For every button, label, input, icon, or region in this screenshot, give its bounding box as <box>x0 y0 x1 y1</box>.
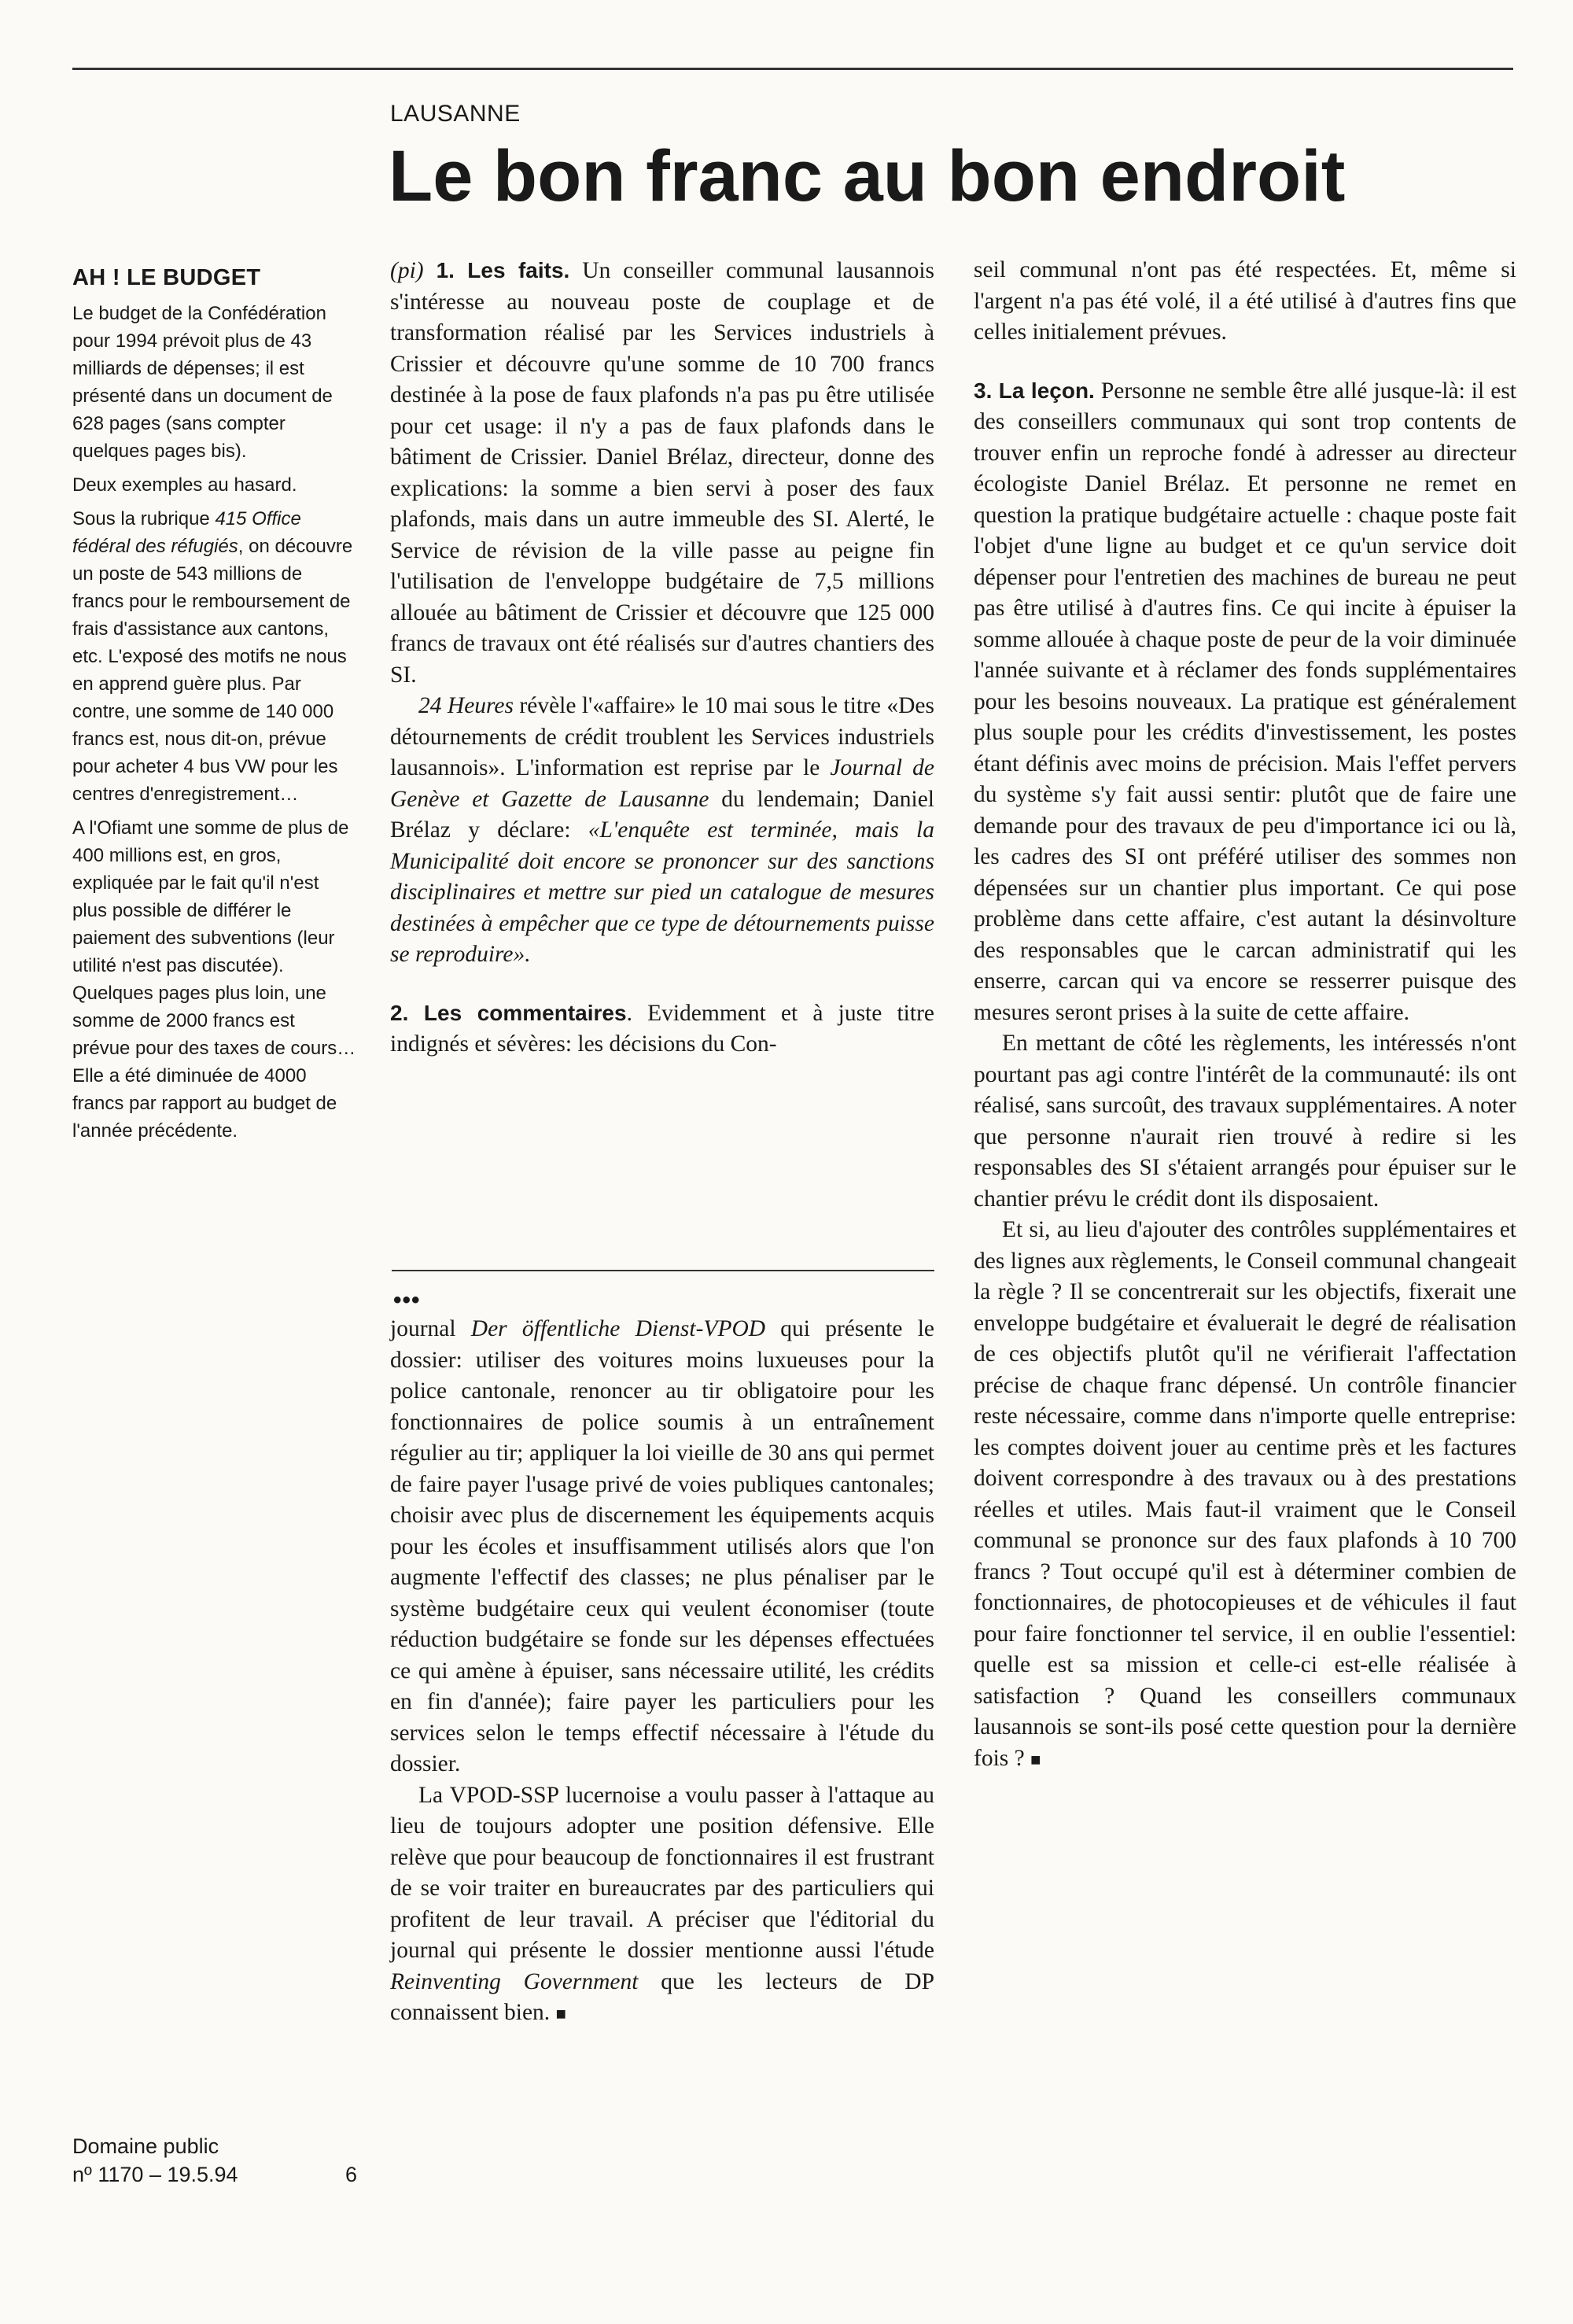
page-footer <box>72 2132 357 2189</box>
paragraph-vpod <box>390 1314 934 1780</box>
paragraph-lucerne <box>390 1780 934 2030</box>
sidebar-box <box>72 264 357 1151</box>
sidebar-rubric: 415 Office fédéral des réfugiés <box>72 508 301 557</box>
top-rule <box>72 68 1513 70</box>
body-text: révèle l'«affaire» le 10 mai sous le titre «Des détournements de crédit troublent les Services industriels lausannois». L'information est reprise par le <box>390 693 935 780</box>
article-title: Le bon franc au bon endroit <box>389 136 1346 216</box>
column-2 <box>974 255 1516 1775</box>
continuation-dots: ••• <box>393 1287 421 1313</box>
body-text: du lendemain; Daniel Brélaz y déclare: <box>390 786 935 843</box>
body-text: La VPOD-SSP lucernoise a voulu passer à l'attaque au lieu de toujours adopter une position défensive. Elle relève que pour beaucoup de fonctionnaires il est frustrant de se voir traiter en bureaucrates par des particuliers qui profitent de leur travail. A préciser que l'éditorial du journal qui présente le dossier mentionne aussi l'étude <box>390 1782 934 1963</box>
journal-name: Der öffentliche Dienst-VPOD <box>470 1316 766 1341</box>
section-heading-facts: 1. Les faits. <box>436 258 570 282</box>
sidebar-paragraph <box>72 505 357 808</box>
body-text: qui présente le dossier: utiliser des voitures moins luxueuses pour la police cantonale, renoncer au tir obligatoire pour les fonctionnaires de police soumis à un entraînement régulier au tir; appliquer la loi vieille de 30 ans qui permet de faire payer l'usage privé de voies publiques cantonales; choisir avec plus de discernement les équipements acquis pour les écoles et insuffisamment utilisés alors que l'on augmente l'effectif des classes; ne plus pénaliser par le système budgétaire ceux qui veulent économiser (toute réduction budgétaire se fonde sur les dépenses effectuées ce qui amène à épuiser, sans nécessaire utilité, les crédits en fin d'année); faire payer les particuliers pour les services selon le temps effectif nécessaire à l'étude du dossier. <box>390 1316 934 1776</box>
body-text: . Evidemment et à juste titre indignés et sévères: les décisions du Con- <box>390 1000 934 1057</box>
paragraph-conclusion <box>974 1215 1516 1775</box>
paragraph-continued: seil communal n'ont pas été respectées. Et, même si l'argent n'a pas été volé, il a été utilisé à d'autres fins que celles initialement prévues. <box>974 257 1516 345</box>
end-of-story-mark: ■ <box>555 2004 566 2023</box>
author-initials: (pi) <box>390 258 424 283</box>
page-number: 6 <box>344 2163 357 2186</box>
study-title: Reinventing Government <box>390 1968 639 1994</box>
sidebar-text: Sous la rubrique <box>72 508 216 529</box>
kicker: LAUSANNE <box>390 101 521 127</box>
sidebar-paragraph: Le budget de la Confédération pour 1994 prévoit plus de 43 milliards de dépenses; il est présenté dans un document de 628 pages (sans compter quelques pages bis). <box>72 303 333 462</box>
body-text: Personne ne semble être allé jusque-là: il est des conseillers communaux qui sont trop contents de trouver enfin un reproche fondé à adresser au directeur écologiste Daniel Brélaz. Et personne ne remet en question la pratique budgétaire actuelle : chaque poste fait l'objet d'une ligne au budget et ce qu'un service doit dépenser pour l'entretien des machines de bureau ne peut pas être utilisé à d'autres fins. Ce qui incite à épuiser la somme allouée à chaque poste de peur de la voir diminuée l'année suivante et à réclamer des fonds supplémentaires pour les besoins nouveaux. La pratique est généralement plus souple pour les crédits d'investissement, les postes étant définis avec moins de précision. Mais l'effet pervers du système s'y fait aussi sentir: plutôt que de faire une demande pour des travaux de peu d'importance ici ou là, les cadres des SI ont préféré utiliser des sommes non dépensées sur un chantier plus important. Ce qui pose problème dans cette affaire, c'est autant la désinvolture des responsables que le carcan administratif qui les enserre, carcan qui va encore se resserrer puisque des mesures seront prises à la suite de cette affaire. <box>974 378 1517 1025</box>
sidebar-paragraph: A l'Ofiamt une somme de plus de 400 millions est, en gros, expliquée par le fait qu'il n'est plus possible de différer le paiement des subventions (leur utilité n'est pas discutée). Quelques pages plus loin, une somme de 2000 francs est prévue pour des taxes de cours… Elle a été diminuée de 4000 francs par rapport au budget de l'année précédente. <box>72 817 356 1142</box>
section-heading-comments: 2. Les commentaires <box>390 1000 627 1025</box>
paragraph-rules: En mettant de côté les règlements, les intéressés n'ont pourtant pas agi contre l'intérêt de la communauté: ils ont réalisé, sans surcoût, des travaux supplémentaires. A noter que personne n'aurait rien trouvé à redire si les responsables des SI s'étaient arrangés pour épuiser sur le chantier prévu le crédit dont ils disposaient. <box>974 1031 1516 1212</box>
column-1-continued <box>390 1314 934 2030</box>
paragraph-press <box>390 691 934 971</box>
newspaper-name: 24 Heures <box>418 693 514 718</box>
paragraph-facts <box>390 255 934 691</box>
sidebar-paragraph: Deux exemples au hasard. <box>72 474 297 496</box>
paragraph-lesson <box>974 375 1516 1029</box>
sidebar-heading: AH ! LE BUDGET <box>72 265 261 290</box>
body-text: Un conseiller communal lausannois s'intéresse au nouveau poste de couplage et de transformation réalisé par les Services industriels à Crissier et découvre qu'une somme de 10 700 francs destinée à la pose de faux plafonds n'a pas pu être utilisée pour cet usage: il n'y a pas de faux plafonds dans le bâtiment de Crissier. Daniel Brélaz, directeur, donne des explications: la somme a bien servi à poser des faux plafonds, mais dans un autre immeuble des SI. Alerté, le Service de révision de la ville passe au peigne fin l'utilisation de l'enveloppe budgétaire de 7,5 millions allouée au bâtiment de Crissier et découvre que 125 000 francs de travaux ont été réalisés sur d'autres chantiers des SI. <box>390 258 934 688</box>
publication-name: Domaine public <box>72 2134 219 2158</box>
section-heading-lesson: 3. La leçon. <box>974 378 1095 403</box>
body-text: journal <box>390 1316 471 1341</box>
newspaper-name: Journal de Genève et Gazette de Lausanne <box>390 755 934 812</box>
paragraph-comments <box>390 998 934 1061</box>
quote: «L'enquête est terminée, mais la Municipalité doit encore se prononcer sur des sanctions disciplinaires et mettre sur pied un catalogue de mesures destinées à empêcher que ce type de détournements puisse se reproduire». <box>390 817 934 967</box>
issue-info: nº 1170 – 19.5.94 <box>72 2163 238 2186</box>
column-1 <box>390 255 934 1061</box>
body-text: Et si, au lieu d'ajouter des contrôles supplémentaires et des lignes aux règlements, le Conseil communal changeait la règle ? Il se concentrerait sur les objectifs, fixerait une enveloppe budgétaire et évaluerait le degré de réalisation de ces objectifs plutôt qu'il ne vérifierait l'affectation précise de chaque franc dépensé. Un contrôle financier reste nécessaire, comme dans n'importe quelle entreprise: les comptes doivent jouer au centime près et les factures doivent correspondre à des travaux ou à des prestations réelles et utiles. Mais faut-il vraiment que le Conseil communal se prononce sur des faux plafonds à 10 700 francs ? Tout occupé qu'il est à déterminer combien de fonctionnaires, de photocopieuses et de véhicules il faut pour faire fonctionner tel service, il en oublie l'essentiel: quelle est sa mission et celle-ci est-elle réalisée à satisfaction ? Quand les conseillers communaux lausannois se sont-ils posé cette question pour la dernière fois ? <box>974 1217 1516 1771</box>
sidebar-text: , on découvre un poste de 543 millions de francs pour le remboursement de frais d'assistance aux cantons, etc. L'exposé des motifs ne nous en apprend guère plus. Par contre, une somme de 140 000 francs est, nous dit-on, prévue pour acheter 4 bus VW pour les centres d'enregistrement… <box>72 536 353 805</box>
end-of-story-mark: ■ <box>1030 1749 1041 1769</box>
body-text: que les lecteurs de DP connaissent bien. <box>390 1968 934 2025</box>
section-rule <box>392 1270 934 1271</box>
